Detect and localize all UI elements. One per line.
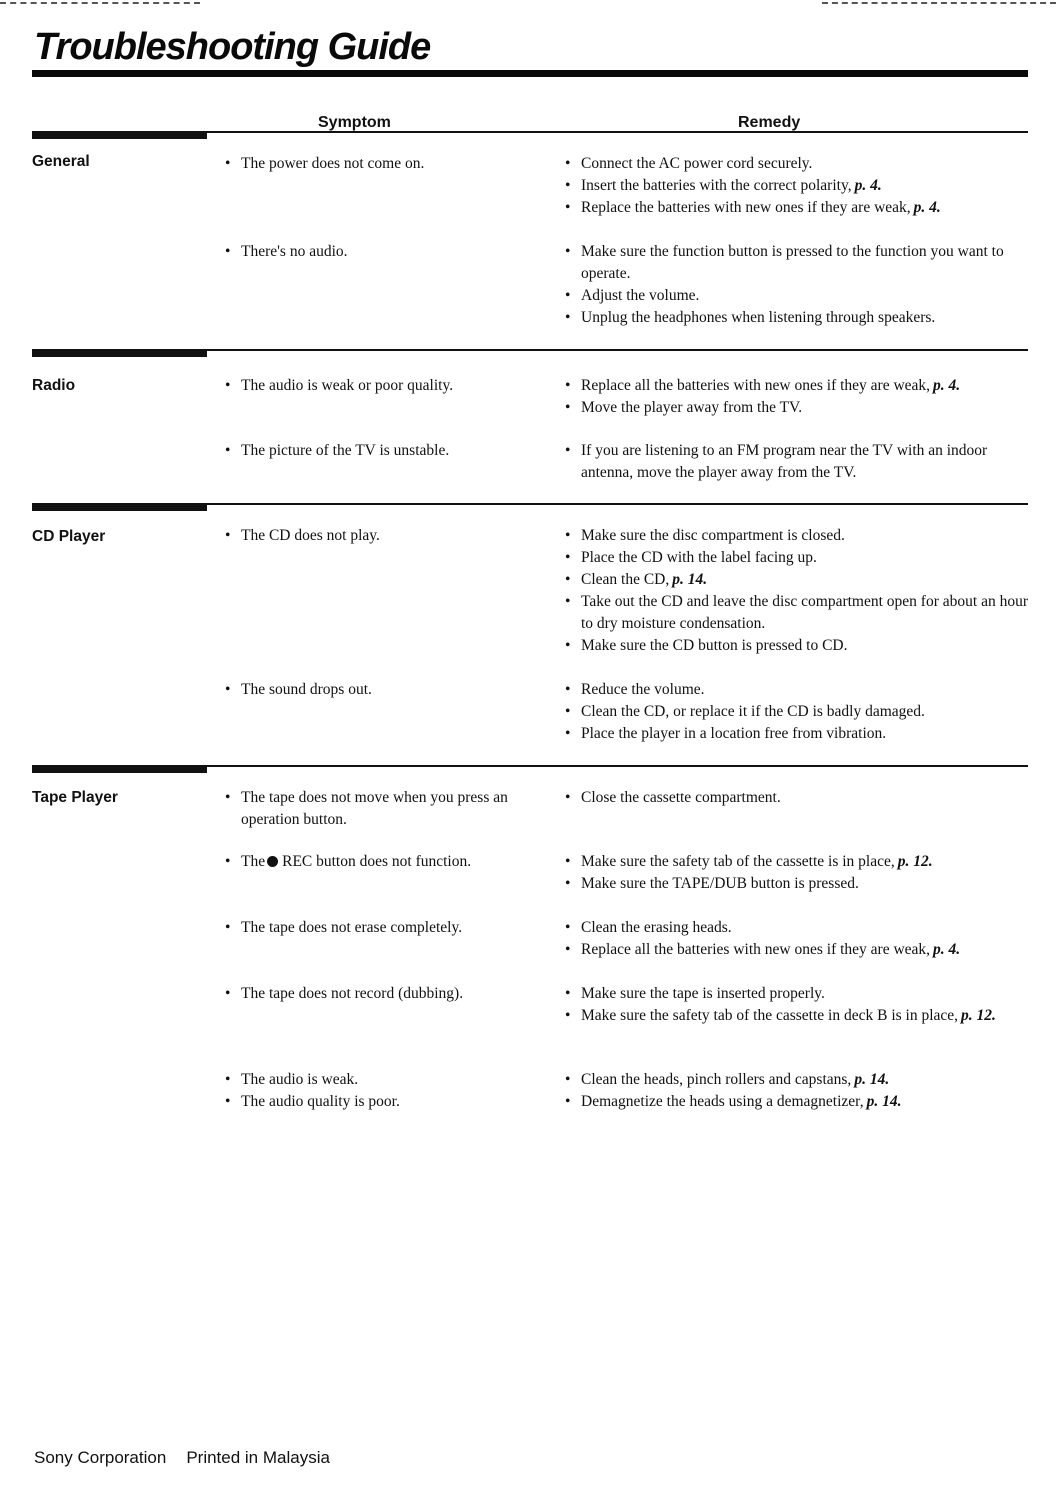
- remedy-item: • Replace all the batteries with new ones if they are weak, p. 4.: [564, 375, 1034, 397]
- remedy-list: [564, 525, 1034, 657]
- category-label: General: [32, 153, 90, 170]
- remedy-item: • Replace the batteries with new ones if they are weak, p. 4.: [564, 197, 1034, 219]
- remedy-item: • Connect the AC power cord securely.: [564, 153, 1034, 175]
- remedy-list: [564, 153, 1034, 219]
- page-reference: p. 4.: [913, 199, 941, 216]
- page-reference: p. 4.: [933, 941, 961, 958]
- remedy-item: • Close the cassette compartment.: [564, 787, 1034, 809]
- page-reference: p. 12.: [961, 1007, 996, 1024]
- remedy-list: [564, 375, 1034, 419]
- remedy-item: • Make sure the tape is inserted properly.: [564, 983, 1034, 1005]
- remedy-list: [564, 851, 1034, 895]
- symptom-list: [224, 241, 544, 263]
- page-reference: p. 14.: [866, 1093, 902, 1110]
- remedy-item: • Move the player away from the TV.: [564, 397, 1034, 419]
- symptom-list: [224, 983, 544, 1005]
- symptom-item: • The sound drops out.: [224, 679, 544, 701]
- title-rule: [32, 70, 1028, 77]
- symptom-list: [224, 679, 544, 701]
- remedy-item: • Insert the batteries with the correct polarity, p. 4.: [564, 175, 1034, 197]
- section-bar: [32, 349, 207, 357]
- remedy-item: • Adjust the volume.: [564, 285, 1034, 307]
- column-header-symptom: Symptom: [318, 114, 391, 131]
- remedy-item: • Make sure the disc compartment is closed.: [564, 525, 1034, 547]
- section-bar: [32, 503, 207, 511]
- symptom-list: [224, 153, 544, 175]
- page-reference: p. 14.: [672, 571, 708, 588]
- remedy-list: [564, 983, 1034, 1027]
- remedy-item: • Demagnetize the heads using a demagnetizer, p. 14.: [564, 1091, 1034, 1113]
- remedy-item: • Make sure the safety tab of the cassette is in place, p. 12.: [564, 851, 1034, 873]
- remedy-item: • Place the CD with the label facing up.: [564, 547, 1034, 569]
- symptom-item: • The tape does not record (dubbing).: [224, 983, 544, 1005]
- symptom-list: [224, 375, 544, 397]
- remedy-list: [564, 241, 1034, 329]
- symptom-item: • The tape does not move when you press an operation button.: [224, 787, 544, 831]
- symptom-item: • The power does not come on.: [224, 153, 544, 175]
- footer-company: Sony Corporation: [34, 1448, 167, 1467]
- remedy-item: • Make sure the CD button is pressed to CD.: [564, 635, 1034, 657]
- section-bar: [32, 765, 207, 773]
- remedy-item: • Make sure the TAPE/DUB button is pressed.: [564, 873, 1034, 895]
- remedy-item: • Unplug the headphones when listening through speakers.: [564, 307, 1034, 329]
- remedy-item: • Take out the CD and leave the disc compartment open for about an hour to dry moisture condensation.: [564, 591, 1034, 635]
- remedy-item: • Make sure the function button is pressed to the function you want to operate.: [564, 241, 1034, 285]
- column-header-remedy: Remedy: [738, 114, 801, 131]
- remedy-item: • Make sure the safety tab of the cassette in deck B is in place, p. 12.: [564, 1005, 1034, 1027]
- symptom-list: [224, 440, 544, 462]
- remedy-item: • Clean the heads, pinch rollers and capstans, p. 14.: [564, 1069, 1034, 1091]
- record-dot-icon: [267, 856, 278, 867]
- symptom-item: • The audio is weak or poor quality.: [224, 375, 544, 397]
- symptom-item: • The REC button does not function.: [224, 851, 544, 873]
- remedy-item: • Clean the CD, p. 14.: [564, 569, 1034, 591]
- remedy-list: [564, 917, 1034, 961]
- remedy-item: • Clean the erasing heads.: [564, 917, 1034, 939]
- page-reference: p. 4.: [933, 377, 961, 394]
- page-reference: p. 14.: [854, 1071, 890, 1088]
- remedy-item: • If you are listening to an FM program near the TV with an indoor antenna, move the player away from the TV.: [564, 440, 1034, 484]
- remedy-item: • Replace all the batteries with new ones if they are weak, p. 4.: [564, 939, 1034, 961]
- symptom-item: • The audio is weak.: [224, 1069, 544, 1091]
- remedy-list: [564, 679, 1034, 745]
- page-reference: p. 4.: [854, 177, 882, 194]
- remedy-item: • Reduce the volume.: [564, 679, 1034, 701]
- symptom-list: [224, 851, 544, 873]
- remedy-item: • Clean the CD, or replace it if the CD is badly damaged.: [564, 701, 1034, 723]
- symptom-list: [224, 525, 544, 547]
- top-dash-rule-left: [0, 2, 200, 4]
- symptom-item: • The tape does not erase completely.: [224, 917, 544, 939]
- symptom-list: [224, 917, 544, 939]
- page-reference: p. 12.: [897, 853, 933, 870]
- symptom-list: [224, 1069, 544, 1113]
- symptom-item: • The CD does not play.: [224, 525, 544, 547]
- section-bar: [32, 131, 207, 139]
- remedy-list: [564, 440, 1034, 484]
- top-dash-rule-right: [822, 2, 1056, 4]
- symptom-item: • There's no audio.: [224, 241, 544, 263]
- page-title: Troubleshooting Guide: [34, 26, 431, 68]
- footer: [34, 1447, 330, 1469]
- symptom-item: • The picture of the TV is unstable.: [224, 440, 544, 462]
- category-label: CD Player: [32, 528, 106, 545]
- remedy-item: • Place the player in a location free from vibration.: [564, 723, 1034, 745]
- category-label: Tape Player: [32, 789, 118, 806]
- remedy-list: [564, 787, 1034, 809]
- footer-printed: Printed in Malaysia: [186, 1448, 330, 1467]
- symptom-list: [224, 787, 544, 831]
- symptom-item: • The audio quality is poor.: [224, 1091, 544, 1113]
- remedy-list: [564, 1069, 1034, 1113]
- category-label: Radio: [32, 377, 76, 394]
